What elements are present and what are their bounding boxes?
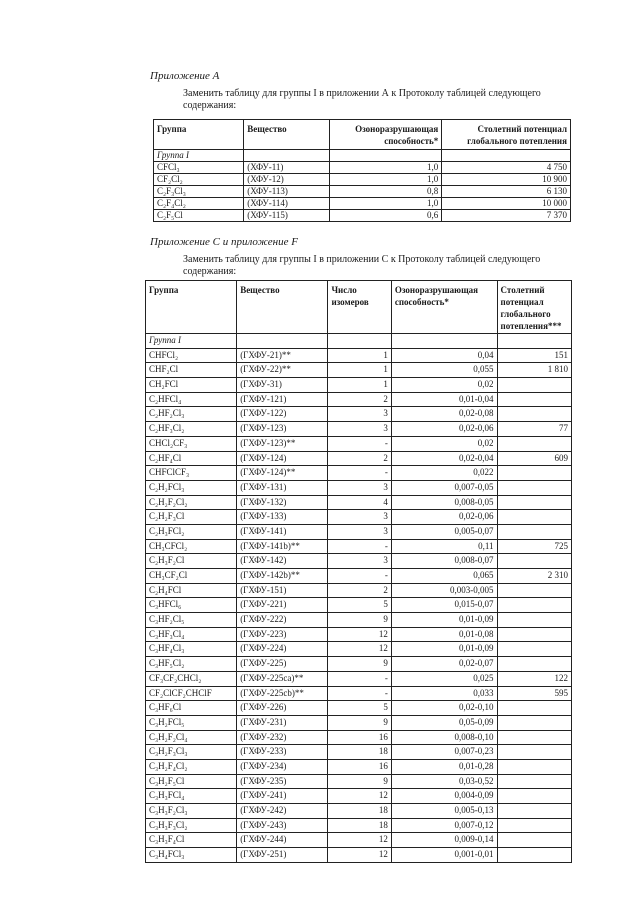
- cell-formula: C₂F₃Cl₃: [154, 186, 244, 198]
- cell-formula: CF₂Cl₂: [154, 174, 244, 186]
- table-row: [146, 539, 572, 554]
- cell-formula: C₃H₂F₄Cl₂: [146, 759, 237, 774]
- cell-gwp: [497, 701, 571, 716]
- cell-formula: C₃HFCl₆: [146, 598, 237, 613]
- cell-isomers: 12: [328, 642, 391, 657]
- cell-substance: (ГХФУ-123): [237, 422, 328, 437]
- col-header-substance: Вещество: [237, 281, 328, 334]
- cell-isomers: 16: [328, 759, 391, 774]
- table-row: [146, 524, 572, 539]
- cell-gwp: [497, 583, 571, 598]
- cell-formula: C₃HF₂Cl₅: [146, 613, 237, 628]
- cell-odp: 0,02-0,10: [391, 701, 497, 716]
- cell-isomers: 9: [328, 613, 391, 628]
- cell-gwp: 725: [497, 539, 571, 554]
- cell-odp: 0,005-0,13: [391, 804, 497, 819]
- cell-formula: CH₃CFCl₂: [146, 539, 237, 554]
- cell-gwp: [497, 833, 571, 848]
- cell-odp: 0,01-0,08: [391, 627, 497, 642]
- cell-isomers: 3: [328, 524, 391, 539]
- table-row: [146, 422, 572, 437]
- cell-formula: C₃H₂F₃Cl₃: [146, 745, 237, 760]
- group-label: Группа I: [154, 150, 244, 162]
- cell-gwp: [497, 407, 571, 422]
- table-row: [146, 495, 572, 510]
- cell-odp: 0,008-0,07: [391, 554, 497, 569]
- table-row: [146, 569, 572, 584]
- cell-substance: (ГХФУ-141): [237, 524, 328, 539]
- cell-odp: 0,004-0,09: [391, 789, 497, 804]
- table-row: [146, 818, 572, 833]
- cell-odp: 1,0: [330, 162, 442, 174]
- cell-substance: (ГХФУ-241): [237, 789, 328, 804]
- cell-substance: (ГХФУ-141b)**: [237, 539, 328, 554]
- col-header-isomers: Число изомеров: [328, 281, 391, 334]
- table-row: [146, 701, 572, 716]
- table-row: [146, 392, 572, 407]
- cell-isomers: 18: [328, 804, 391, 819]
- cell-odp: 0,009-0,14: [391, 833, 497, 848]
- group-row: [146, 334, 572, 349]
- cell-substance: (ГХФУ-242): [237, 804, 328, 819]
- cell-formula: C₃H₃F₄Cl: [146, 833, 237, 848]
- cell-substance: (ГХФУ-224): [237, 642, 328, 657]
- cell-odp: 0,02: [391, 436, 497, 451]
- cell-isomers: 5: [328, 598, 391, 613]
- cell-formula: C₃HF₆Cl: [146, 701, 237, 716]
- cell-substance: (ГХФУ-244): [237, 833, 328, 848]
- cell-substance: (ГХФУ-131): [237, 480, 328, 495]
- table-row: [146, 436, 572, 451]
- cell-substance: (ГХФУ-221): [237, 598, 328, 613]
- cell-gwp: [497, 554, 571, 569]
- cell-gwp: 77: [497, 422, 571, 437]
- table-row: [146, 848, 572, 863]
- cell-isomers: 12: [328, 789, 391, 804]
- cell-formula: C₂H₄FCl: [146, 583, 237, 598]
- cell-substance: (ГХФУ-225ca)**: [237, 671, 328, 686]
- cell-substance: (ХФУ-12): [244, 174, 330, 186]
- table-row: [154, 162, 571, 174]
- cell-formula: C₃H₄FCl₃: [146, 848, 237, 863]
- cell-gwp: [497, 818, 571, 833]
- table-row: [146, 804, 572, 819]
- cell-odp: 0,04: [391, 348, 497, 363]
- cell-substance: (ГХФУ-124): [237, 451, 328, 466]
- cell-gwp: 4 750: [442, 162, 571, 174]
- cell-gwp: [497, 715, 571, 730]
- table-row: [146, 510, 572, 525]
- cell-odp: 0,11: [391, 539, 497, 554]
- cell-substance: (ГХФУ-121): [237, 392, 328, 407]
- table-row: [146, 657, 572, 672]
- cell-gwp: 7 370: [442, 210, 571, 222]
- cell-gwp: [497, 789, 571, 804]
- cell-isomers: 12: [328, 627, 391, 642]
- cell-gwp: 10 000: [442, 198, 571, 210]
- cell-gwp: [497, 759, 571, 774]
- cell-isomers: 1: [328, 363, 391, 378]
- col-header-odp: Озоноразрушающая способность*: [391, 281, 497, 334]
- cell-formula: C₂H₂F₂Cl₂: [146, 495, 237, 510]
- table-row: [146, 407, 572, 422]
- cell-isomers: -: [328, 539, 391, 554]
- cell-odp: 0,025: [391, 671, 497, 686]
- cell-gwp: [497, 598, 571, 613]
- cell-odp: 0,02-0,04: [391, 451, 497, 466]
- cell-odp: 0,005-0,07: [391, 524, 497, 539]
- cell-substance: (ГХФУ-122): [237, 407, 328, 422]
- cell-substance: (ГХФУ-22)**: [237, 363, 328, 378]
- cell-isomers: 18: [328, 818, 391, 833]
- cell-substance: (ХФУ-11): [244, 162, 330, 174]
- cell-formula: C₂HF₂Cl₃: [146, 407, 237, 422]
- cell-odp: 0,01-0,04: [391, 392, 497, 407]
- cell-odp: 0,02: [391, 378, 497, 393]
- cell-odp: 0,033: [391, 686, 497, 701]
- cell-odp: 0,008-0,05: [391, 495, 497, 510]
- cell-isomers: -: [328, 569, 391, 584]
- table-row: [146, 363, 572, 378]
- cell-odp: 0,05-0,09: [391, 715, 497, 730]
- cell-gwp: [497, 378, 571, 393]
- cell-odp: 0,055: [391, 363, 497, 378]
- cell-formula: C₂H₃FCl₂: [146, 524, 237, 539]
- cell-gwp: [497, 392, 571, 407]
- cell-gwp: [497, 524, 571, 539]
- cell-formula: C₃H₂FCl₅: [146, 715, 237, 730]
- table-row: [146, 671, 572, 686]
- cell-isomers: -: [328, 686, 391, 701]
- table-row: [146, 627, 572, 642]
- cell-substance: (ГХФУ-251): [237, 848, 328, 863]
- cell-isomers: 1: [328, 378, 391, 393]
- cell-substance: (ГХФУ-225cb)**: [237, 686, 328, 701]
- cell-formula: C₂HF₄Cl: [146, 451, 237, 466]
- cell-substance: (ГХФУ-142): [237, 554, 328, 569]
- cell-odp: 0,01-0,09: [391, 642, 497, 657]
- table-row: [146, 833, 572, 848]
- table-row: [146, 598, 572, 613]
- cell-odp: 0,02-0,07: [391, 657, 497, 672]
- cell-isomers: 9: [328, 774, 391, 789]
- cell-isomers: 4: [328, 495, 391, 510]
- cell-gwp: [497, 510, 571, 525]
- cell-gwp: 122: [497, 671, 571, 686]
- cell-isomers: -: [328, 436, 391, 451]
- cell-isomers: -: [328, 466, 391, 481]
- cell-formula: C₂HF₃Cl₂: [146, 422, 237, 437]
- table-row: [146, 730, 572, 745]
- cell-gwp: [497, 642, 571, 657]
- table-header-row: [146, 281, 572, 334]
- cell-isomers: 9: [328, 715, 391, 730]
- cell-formula: CHCl₂CF₃: [146, 436, 237, 451]
- cell-odp: 0,03-0,52: [391, 774, 497, 789]
- cell-isomers: 2: [328, 583, 391, 598]
- cell-odp: 0,065: [391, 569, 497, 584]
- cell-formula: C₂F₄Cl₂: [154, 198, 244, 210]
- cell-odp: 0,01-0,09: [391, 613, 497, 628]
- cell-formula: C₂H₃F₂Cl: [146, 554, 237, 569]
- table-row: [146, 686, 572, 701]
- table-row: [146, 583, 572, 598]
- col-header-group: Группа: [154, 120, 244, 150]
- cell-gwp: [497, 613, 571, 628]
- cell-formula: C₃H₃F₃Cl₂: [146, 818, 237, 833]
- cell-formula: C₂HFCl₄: [146, 392, 237, 407]
- cell-substance: (ГХФУ-231): [237, 715, 328, 730]
- table-row: [146, 466, 572, 481]
- cell-gwp: 6 130: [442, 186, 571, 198]
- cell-substance: (ГХФУ-133): [237, 510, 328, 525]
- cell-substance: (ГХФУ-124)**: [237, 466, 328, 481]
- cell-substance: (ГХФУ-226): [237, 701, 328, 716]
- table-row: [146, 378, 572, 393]
- table-row: [154, 198, 571, 210]
- cell-odp: 0,02-0,06: [391, 422, 497, 437]
- cell-isomers: 3: [328, 554, 391, 569]
- appendix-a-intro: Заменить таблицу для группы I в приложении А к Протоколу таблицей следующего содержания:: [183, 88, 541, 111]
- cell-formula: CF₃CF₂CHCl₂: [146, 671, 237, 686]
- cell-substance: (ГХФУ-21)**: [237, 348, 328, 363]
- cell-isomers: 3: [328, 407, 391, 422]
- cell-substance: (ГХФУ-31): [237, 378, 328, 393]
- cell-gwp: 151: [497, 348, 571, 363]
- cell-formula: C₂H₂FCl₃: [146, 480, 237, 495]
- cell-formula: C₂F₅Cl: [154, 210, 244, 222]
- table-row: [146, 451, 572, 466]
- cell-odp: 0,007-0,05: [391, 480, 497, 495]
- cell-odp: 0,02-0,08: [391, 407, 497, 422]
- cell-substance: (ГХФУ-132): [237, 495, 328, 510]
- cell-odp: 0,022: [391, 466, 497, 481]
- cell-odp: 0,02-0,06: [391, 510, 497, 525]
- table-row: [154, 210, 571, 222]
- cell-isomers: 2: [328, 392, 391, 407]
- cell-formula: CF₂ClCF₂CHClF: [146, 686, 237, 701]
- cell-odp: 0,6: [330, 210, 442, 222]
- cell-substance: (ГХФУ-225): [237, 657, 328, 672]
- table-row: [146, 613, 572, 628]
- table-row: [146, 745, 572, 760]
- cell-odp: 0,003-0,005: [391, 583, 497, 598]
- cell-substance: (ГХФУ-222): [237, 613, 328, 628]
- cell-isomers: 1: [328, 348, 391, 363]
- cell-odp: 0,001-0,01: [391, 848, 497, 863]
- cell-substance: (ГХФУ-234): [237, 759, 328, 774]
- cell-gwp: [497, 730, 571, 745]
- cell-isomers: 18: [328, 745, 391, 760]
- cell-formula: C₃H₃FCl₄: [146, 789, 237, 804]
- cell-substance: (ГХФУ-151): [237, 583, 328, 598]
- cell-isomers: 2: [328, 451, 391, 466]
- table-row: [146, 480, 572, 495]
- cell-substance: (ХФУ-113): [244, 186, 330, 198]
- cell-isomers: 3: [328, 422, 391, 437]
- cell-formula: C₃H₃F₂Cl₃: [146, 804, 237, 819]
- col-header-gwp: Столетний потенциал глобального потепления: [442, 120, 571, 150]
- cell-substance: (ГХФУ-243): [237, 818, 328, 833]
- cell-gwp: 10 900: [442, 174, 571, 186]
- cell-odp: 0,015-0,07: [391, 598, 497, 613]
- table-row: [146, 348, 572, 363]
- table-row: [146, 759, 572, 774]
- cell-gwp: 609: [497, 451, 571, 466]
- table-row: [146, 774, 572, 789]
- appendix-c-title: Приложение С и приложение F: [150, 236, 298, 248]
- cell-odp: 0,007-0,12: [391, 818, 497, 833]
- cell-isomers: 5: [328, 701, 391, 716]
- cell-formula: C₃HF₅Cl₂: [146, 657, 237, 672]
- cell-gwp: [497, 657, 571, 672]
- cell-odp: 1,0: [330, 174, 442, 186]
- cell-gwp: 2 310: [497, 569, 571, 584]
- cell-formula: CHFClCF₃: [146, 466, 237, 481]
- cell-gwp: 595: [497, 686, 571, 701]
- cell-formula: C₂H₂F₃Cl: [146, 510, 237, 525]
- cell-substance: (ГХФУ-233): [237, 745, 328, 760]
- cell-gwp: [497, 480, 571, 495]
- cell-gwp: [497, 804, 571, 819]
- col-header-substance: Вещество: [244, 120, 330, 150]
- cell-gwp: [497, 848, 571, 863]
- col-header-odp: Озоноразрушающая способность*: [330, 120, 442, 150]
- cell-isomers: 3: [328, 510, 391, 525]
- cell-substance: (ГХФУ-232): [237, 730, 328, 745]
- appendix-a-table: [153, 119, 571, 222]
- cell-gwp: [497, 774, 571, 789]
- cell-gwp: [497, 745, 571, 760]
- cell-substance: (ГХФУ-142b)**: [237, 569, 328, 584]
- col-header-group: Группа: [146, 281, 237, 334]
- cell-substance: (ГХФУ-223): [237, 627, 328, 642]
- cell-gwp: [497, 436, 571, 451]
- cell-isomers: -: [328, 671, 391, 686]
- appendix-a-title: Приложение А: [150, 70, 220, 82]
- cell-substance: (ХФУ-115): [244, 210, 330, 222]
- cell-substance: (ГХФУ-123)**: [237, 436, 328, 451]
- cell-isomers: 9: [328, 657, 391, 672]
- appendix-c-intro: Заменить таблицу для группы I в приложении С к Протоколу таблицей следующего содержания:: [183, 254, 541, 277]
- cell-odp: 1,0: [330, 198, 442, 210]
- cell-substance: (ХФУ-114): [244, 198, 330, 210]
- cell-odp: 0,007-0,23: [391, 745, 497, 760]
- cell-formula: CHFCl₂: [146, 348, 237, 363]
- table-row: [146, 642, 572, 657]
- cell-formula: C₃HF₃Cl₄: [146, 627, 237, 642]
- cell-formula: CHF₂Cl: [146, 363, 237, 378]
- cell-gwp: [497, 466, 571, 481]
- cell-formula: CH₃CF₂Cl: [146, 569, 237, 584]
- cell-isomers: 12: [328, 848, 391, 863]
- table-header-row: [154, 120, 571, 150]
- group-label: Группа I: [146, 334, 237, 349]
- cell-formula: CH₂FCl: [146, 378, 237, 393]
- cell-gwp: [497, 627, 571, 642]
- appendix-c-table: [145, 280, 572, 863]
- table-row: [154, 186, 571, 198]
- table-row: [146, 715, 572, 730]
- cell-formula: CFCl₃: [154, 162, 244, 174]
- group-row: [154, 150, 571, 162]
- cell-isomers: 16: [328, 730, 391, 745]
- table-row: [146, 554, 572, 569]
- cell-formula: C₃H₂F₂Cl₄: [146, 730, 237, 745]
- cell-gwp: [497, 495, 571, 510]
- cell-formula: C₃HF₄Cl₃: [146, 642, 237, 657]
- cell-formula: C₃H₂F₅Cl: [146, 774, 237, 789]
- cell-odp: 0,01-0,28: [391, 759, 497, 774]
- cell-substance: (ГХФУ-235): [237, 774, 328, 789]
- table-row: [146, 789, 572, 804]
- cell-isomers: 3: [328, 480, 391, 495]
- col-header-gwp: Столетний потенциал глобального потепления***: [497, 281, 571, 334]
- cell-gwp: 1 810: [497, 363, 571, 378]
- cell-odp: 0,8: [330, 186, 442, 198]
- cell-isomers: 12: [328, 833, 391, 848]
- cell-odp: 0,008-0,10: [391, 730, 497, 745]
- table-row: [154, 174, 571, 186]
